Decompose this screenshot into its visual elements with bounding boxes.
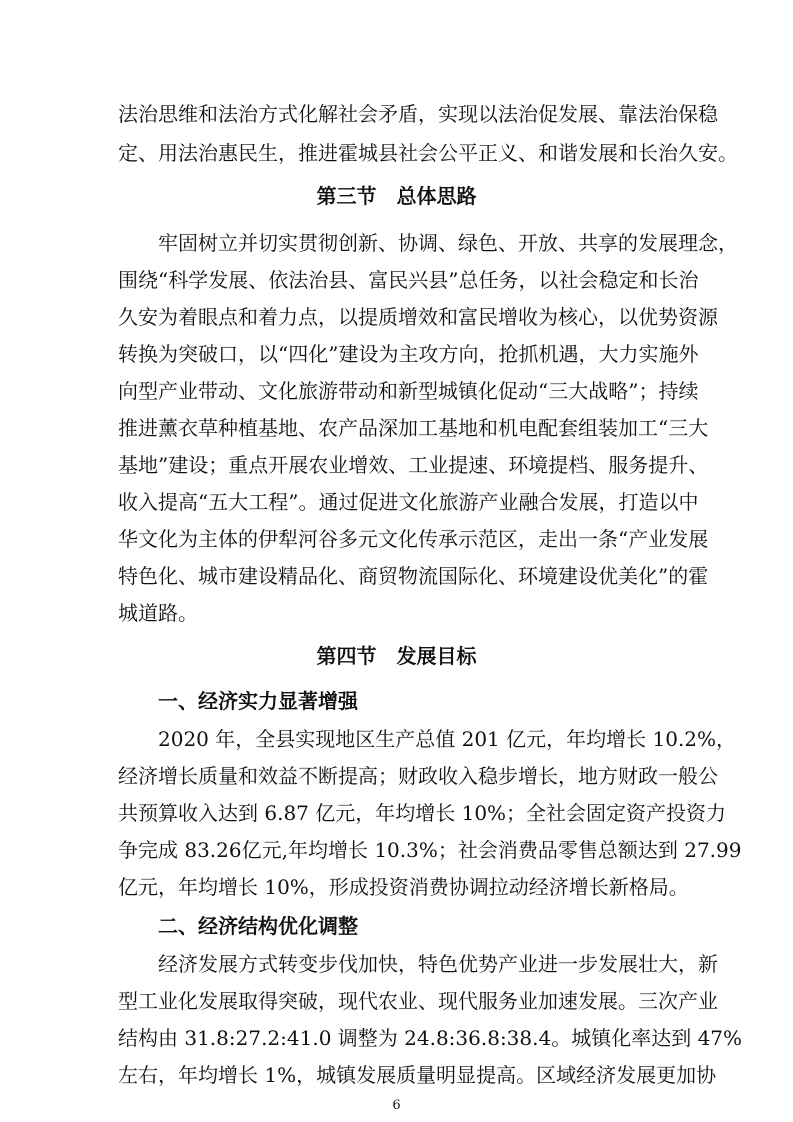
paragraph-line: 结构由 31.8:27.2:41.0 调整为 24.8:36.8:38.4。城镇化率达到 47% <box>118 1026 743 1050</box>
paragraph-line: 向型产业带动、文化旅游带动和新型城镇化促动“三大战略”；持续 <box>118 379 699 403</box>
paragraph-line: 定、用法治惠民生，推进霍城县社会公平正义、和谐发展和长治久安。 <box>118 141 738 165</box>
paragraph-line: 型工业化发展取得突破，现代农业、现代服务业加速发展。三次产业 <box>118 989 718 1013</box>
paragraph-line: 特色化、城市建设精品化、商贸物流国际化、环境建设优美化”的霍 <box>118 564 709 588</box>
paragraph-line: 2020 年，全县实现地区生产总值 201 亿元，年均增长 10.2%， <box>158 727 737 751</box>
paragraph-line: 城道路。 <box>118 601 198 625</box>
paragraph-line: 经济增长质量和效益不断提高；财政收入稳步增长，地方财政一般公 <box>118 764 718 788</box>
paragraph-line: 围绕“科学发展、依法治县、富民兴县”总任务，以社会稳定和长治 <box>118 268 699 292</box>
section-heading: 第三节 总体思路 <box>316 184 477 208</box>
subsection-heading: 二、经济结构优化调整 <box>158 914 358 938</box>
paragraph-line: 左右，年均增长 1%，城镇发展质量明显提高。区域经济发展更加协 <box>118 1063 717 1087</box>
paragraph-line: 华文化为主体的伊犁河谷多元文化传承示范区，走出一条“产业发展 <box>118 527 709 551</box>
paragraph-line: 推进薰衣草种植基地、农产品深加工基地和机电配套组装加工“三大 <box>118 416 709 440</box>
paragraph-line: 牢固树立并切实贯彻创新、协调、绿色、开放、共享的发展理念， <box>158 231 738 255</box>
paragraph-line: 共预算收入达到 6.87 亿元，年均增长 10%；全社会固定资产投资力 <box>118 801 727 825</box>
paragraph-line: 久安为着眼点和着力点，以提质增效和富民增收为核心，以优势资源 <box>118 305 718 329</box>
paragraph-line: 法治思维和法治方式化解社会矛盾，实现以法治促发展、靠法治保稳 <box>118 102 718 126</box>
subsection-heading: 一、经济实力显著增强 <box>158 689 358 713</box>
paragraph-line: 亿元，年均增长 10%，形成投资消费协调拉动经济增长新格局。 <box>118 875 689 899</box>
section-heading: 第四节 发展目标 <box>316 644 477 668</box>
page-number: 6 <box>392 1098 401 1113</box>
paragraph-line: 转换为突破口，以“四化”建设为主攻方向，抢抓机遇，大力实施外 <box>118 342 699 366</box>
paragraph-line: 收入提高“五大工程”。通过促进文化旅游产业融合发展，打造以中 <box>118 490 699 514</box>
paragraph-line: 经济发展方式转变步伐加快，特色优势产业进一步发展壮大，新 <box>158 952 718 976</box>
paragraph-line: 基地”建设；重点开展农业增效、工业提速、环境提档、服务提升、 <box>118 453 709 477</box>
paragraph-line: 争完成 83.26亿元,年均增长 10.3%；社会消费品零售总额达到 27.99 <box>118 838 742 862</box>
